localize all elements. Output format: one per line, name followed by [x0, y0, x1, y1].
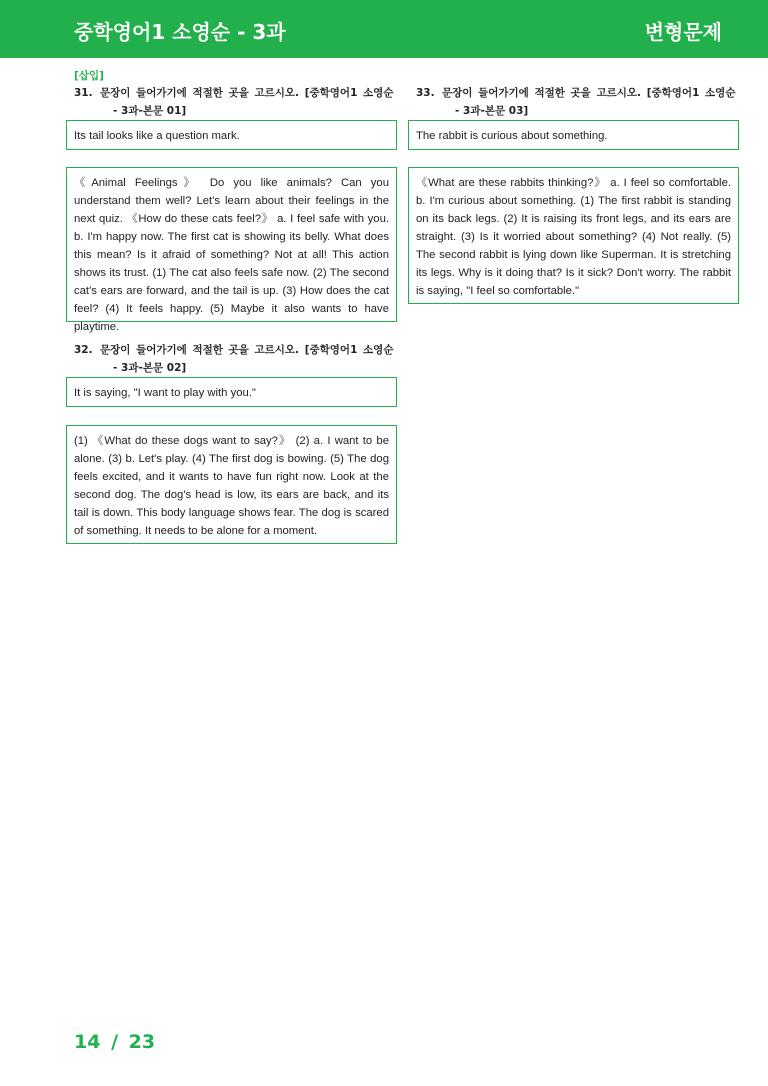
question-instruction: 문장이 들어가기에 적절한 곳을 고르시오. [중학영어1 소영순 — [100, 87, 394, 99]
question-31-prompt — [74, 84, 396, 120]
total-pages: 23 — [128, 1031, 156, 1053]
question-instruction: 문장이 들어가기에 적절한 곳을 고르시오. [중학영어1 소영순 — [100, 344, 394, 356]
question-33-passage: 《What are these rabbits thinking?》 a. I feel so comfortable. b. I'm curious about something. (1) The first rabbit is standing on its back legs. (2) It is raising its front legs, and its ears are straight. (3) Is it worried about something? (4) Not really. (5) The second rabbit is lying down like Superman. It is stretching its legs. Why is it doing that? Is it sick? Don't worry. The rabbit is saying, "I feel so comfortable." — [408, 167, 739, 304]
page-header — [0, 0, 768, 58]
current-page: 14 — [74, 1031, 101, 1053]
question-instruction: 문장이 들어가기에 적절한 곳을 고르시오. [중학영어1 소영순 — [442, 87, 736, 99]
question-number: 31. — [74, 87, 93, 99]
question-source: - 3과-본문 03] — [455, 105, 529, 117]
page-number — [74, 1031, 155, 1053]
question-32-passage: (1) 《What do these dogs want to say?》 (2) a. I want to be alone. (3) b. Let's play. (4) The first dog is bowing. (5) The dog feels excited, and it wants to have fun right now. Look at the second dog. The dog's head is low, its ears are back, and its tail is down. This body language shows fear. The dog is scared of something. It needs to be alone for a moment. — [66, 425, 397, 544]
question-31-insert-sentence: Its tail looks like a question mark. — [66, 120, 397, 150]
header-title: 중학영어1 소영순 - 3과 — [74, 20, 286, 44]
question-number: 33. — [416, 87, 435, 99]
question-33-prompt — [416, 84, 738, 120]
question-32-insert-sentence: It is saying, "I want to play with you." — [66, 377, 397, 407]
question-number: 32. — [74, 344, 93, 356]
page-separator: / — [111, 1031, 119, 1053]
question-31-passage: 《Animal Feelings》 Do you like animals? Can you understand them well? Let's learn about their feelings in the next quiz. 《How do these cats feel?》 a. I feel safe with you. b. I'm happy now. The first cat is showing its belly. What does this mean? Is it afraid of something? Not at all! This action shows its trust. (1) The cat also feels safe now. (2) The second cat's ears are forward, and the tail is up. (3) How does the cat feel? (4) It feels happy. (5) Maybe it also wants to have playtime. — [66, 167, 397, 322]
question-source: - 3과-본문 01] — [113, 105, 187, 117]
section-tag: [삽입] — [74, 70, 104, 82]
header-category: 변형문제 — [644, 20, 722, 44]
question-33-insert-sentence: The rabbit is curious about something. — [408, 120, 739, 150]
question-32-prompt — [74, 341, 396, 377]
question-source: - 3과-본문 02] — [113, 362, 187, 374]
